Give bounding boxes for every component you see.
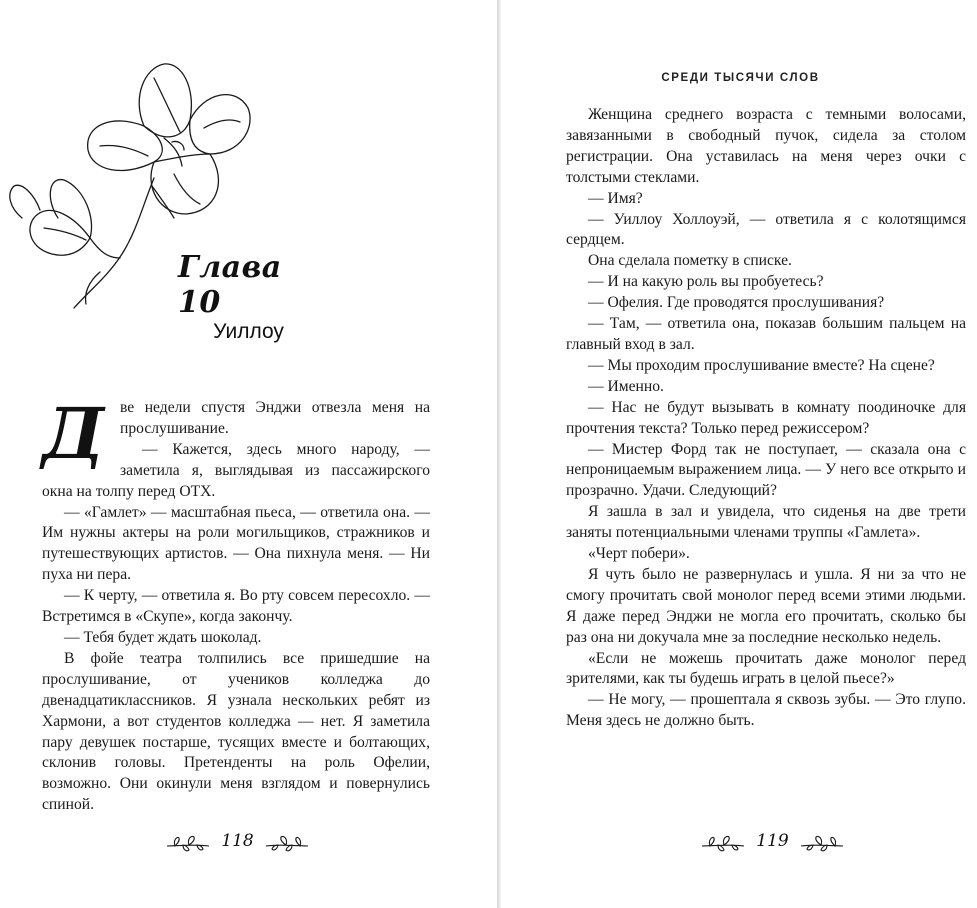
- paragraph: — Уиллоу Холлоуэй, — ответила я с колотящимся сердцем.: [566, 210, 966, 249]
- paragraph: — К черту, — ответила я. Во рту совсем пересохло. — Встретимся в «Скупе», когда закончу.: [42, 587, 430, 626]
- paragraph: — И на какую роль вы пробуетесь?: [588, 273, 824, 291]
- paragraph: Она сделала пометку в списке.: [588, 252, 792, 270]
- paragraph: — Именно.: [588, 377, 664, 395]
- paragraph: — Имя?: [588, 189, 643, 207]
- paragraph: «Если не можешь прочитать даже монолог перед зрителями, как ты будешь играть в целой пьесе?»: [566, 649, 966, 688]
- page-number-ornament: [165, 826, 310, 856]
- paragraph: — Не могу, — прошептала я сквозь зубы. — Это глупо. Меня здесь не должно быть.: [566, 691, 966, 730]
- paragraph: В фойе театра толпились все пришедшие на прослушивание, от учеников колледжа до двенадцатиклассников. Я узнала нескольких ребят из Хармони, а вот студентов колледжа — нет. Я заметила пару девушек постарше, тусящих вместе и болтающих, склонив головы. Претенденты на роль Офелии, возможно. Они окинули меня взглядом и повернулись спиной.: [42, 649, 430, 814]
- paragraph: Я зашла в зал и увидела, что сиденья на две трети заняты потенциальными членами труппы «Гамлета».: [566, 503, 966, 542]
- page-number-ornament: [700, 826, 845, 856]
- leaf-sprig-icon: [264, 830, 310, 854]
- chapter-name: Уиллоу: [213, 320, 284, 343]
- paragraph: — Там, — ответила она, показав большим пальцем на главный вход в зал.: [566, 315, 966, 353]
- chapter-title: Глава 10: [178, 250, 282, 320]
- book-gutter: [497, 0, 501, 908]
- paragraph: — Кажется, здесь много народу, — заметила я, выглядывая из пассажирского окна на толпу перед ОТХ.: [42, 440, 430, 500]
- page-number: 118: [221, 831, 254, 851]
- paragraph: — Мы проходим прослушивание вместе? На сцене?: [588, 356, 935, 374]
- right-body-text: [566, 105, 966, 732]
- paragraph: «Черт побери».: [588, 545, 690, 563]
- paragraph: ве недели спустя Энджи отвезла меня на прослушивание.: [120, 399, 430, 437]
- running-head: СРЕДИ ТЫСЯЧИ СЛОВ: [661, 72, 820, 84]
- paragraph: — «Гамлет» — масштабная пьеса, — ответила она. — Им нужны актеры на роли могильщиков, стражников и путешествующих артистов. — Она пихнула меня. — Ни пуха ни пера.: [42, 503, 430, 584]
- page-number: 119: [756, 831, 789, 851]
- paragraph: Женщина среднего возраста с темными волосами, завязанными в свободный пучок, сидела за столом регистрации. Она уставилась на меня через очки с толстыми стеклами.: [566, 106, 966, 186]
- paragraph: — Мистер Форд так не поступает, — сказала она с непроницаемым выражением лица. — У него все открыто и прозрачно. Удачи. Следующий?: [566, 440, 966, 500]
- left-body-text: [42, 392, 430, 816]
- drop-cap: Д: [42, 392, 105, 475]
- paragraph: — Нас не будут вызывать в комнату поодиночке для прочтения текста? Только перед режиссером?: [566, 398, 966, 437]
- right-page: [504, 0, 977, 908]
- paragraph: Я чуть было не развернулась и ушла. Я ни за что не смогу прочитать свой монолог перед всеми этими людьми. Я даже перед Энджи не могла его прочитать, сколько бы раз она ни докучала мне за последние несколько недель.: [566, 565, 966, 646]
- paragraph: — Тебя будет ждать шоколад.: [64, 628, 262, 646]
- paragraph: — Офелия. Где проводятся прослушивания?: [588, 294, 885, 312]
- leaf-sprig-icon: [799, 830, 845, 854]
